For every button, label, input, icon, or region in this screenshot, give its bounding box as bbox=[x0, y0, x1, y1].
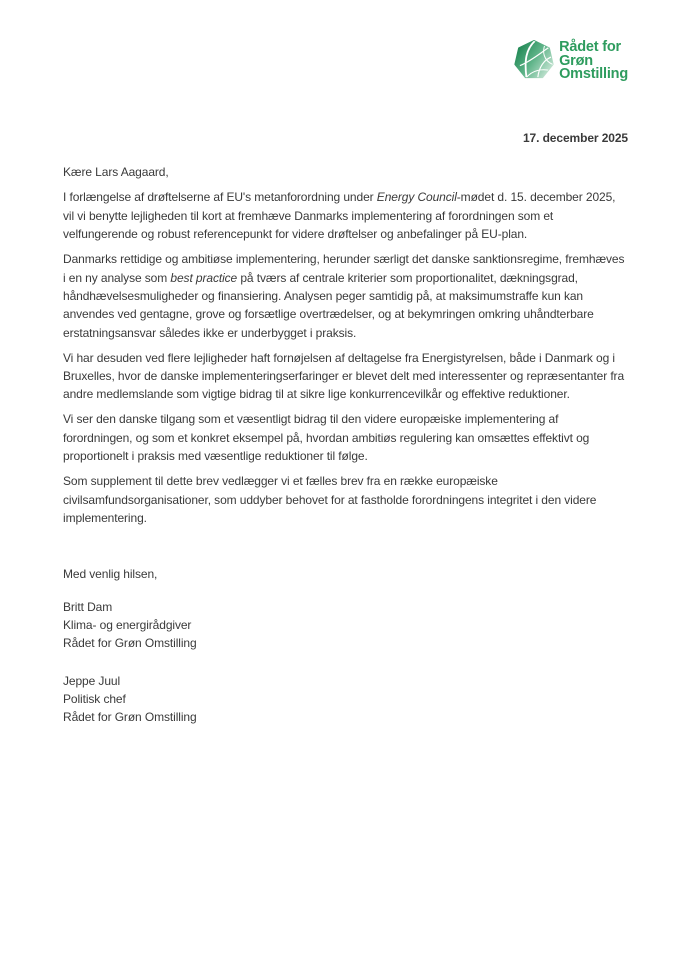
closing: Med venlig hilsen, bbox=[63, 567, 158, 582]
signature-title: Politisk chef bbox=[63, 692, 126, 707]
logo-wordmark-line2: Grøn bbox=[559, 52, 593, 69]
paragraph-run-italic: Energy Council bbox=[376, 190, 457, 205]
leaf-globe-icon bbox=[514, 38, 554, 82]
letter-paragraph bbox=[63, 472, 628, 527]
paragraph-run: I forlængelse af drøftelserne af EU's metanforordning under bbox=[63, 190, 377, 205]
signature-org: Rådet for Grøn Omstilling bbox=[63, 636, 197, 651]
paragraph-run: -mødet d. 15. december 2025, vil vi benytte lejligheden til kort at fremhæve Danmarks implementering af forordningen som et velfungerende og robust referencepunkt for videre drøftelser og anbefalinger på EU-plan. bbox=[63, 190, 616, 242]
signature-block-2 bbox=[63, 672, 628, 726]
paragraph-run: Vi ser den danske tilgang som et væsentligt bidrag til den videre europæiske implementering af forordningen, og som et konkret eksempel på, hvordan ambitiøs regulering kan omsættes effektivt og proportionelt i praksis med væsentlige reduktioner til følge. bbox=[63, 412, 590, 464]
logo-wordmark-line1: Rådet for bbox=[559, 39, 621, 55]
letter-body bbox=[63, 188, 628, 527]
letter-paragraph bbox=[63, 349, 628, 404]
logo bbox=[514, 38, 628, 82]
paragraph-run: på tværs af centrale kriterier som proportionalitet, dækningsgrad, håndhævelsesmuligheder og finansiering. Analysen peger samtidig på, at maksimumstraffe kun kan anvendes ved gentagne, grove og forsætlige overtrædelser, og at bekymringen omkring uhåndterbare erstatningsansvar således ikke er underbygget i praksis. bbox=[63, 270, 594, 340]
letter-date: 17. december 2025 bbox=[522, 131, 628, 145]
signature-title: Klima- og energirådgiver bbox=[63, 618, 192, 633]
signature-org: Rådet for Grøn Omstilling bbox=[63, 710, 197, 725]
salutation: Kære Lars Aagaard, bbox=[63, 165, 169, 179]
signature-block-1 bbox=[63, 598, 628, 652]
letterhead bbox=[63, 38, 628, 82]
letter-paragraph bbox=[63, 410, 628, 465]
signature-name: Britt Dam bbox=[63, 600, 113, 615]
paragraph-run-italic: best practice bbox=[170, 270, 238, 285]
paragraph-run: Som supplement til dette brev vedlægger vi et fælles brev fra en række europæiske civilsamfundsorganisationer, som uddyber behovet for at fastholde forordningens integritet i den videre implementering. bbox=[63, 474, 597, 525]
logo-wordmark-line3: Omstilling bbox=[559, 66, 628, 82]
paragraph-run: Vi har desuden ved flere lejligheder haft fornøjelsen af deltagelse fra Energistyrelsen, både i Danmark og i Bruxelles, hvor de danske implementeringserfaringer er blevet delt med interessenter og repræsentanter fra andre medlemslande som vigtige bidrag til at sikre lige konkurrencevilkår og effektive reduktioner. bbox=[63, 350, 625, 402]
letter-paragraph bbox=[63, 188, 628, 243]
logo-wordmark bbox=[559, 38, 628, 82]
signature-name: Jeppe Juul bbox=[63, 674, 121, 689]
paragraph-run: Danmarks rettidige og ambitiøse implementering, herunder særligt det danske sanktionsregime, fremhæves i en ny analyse som bbox=[63, 252, 625, 285]
letter-paragraph bbox=[63, 250, 628, 342]
